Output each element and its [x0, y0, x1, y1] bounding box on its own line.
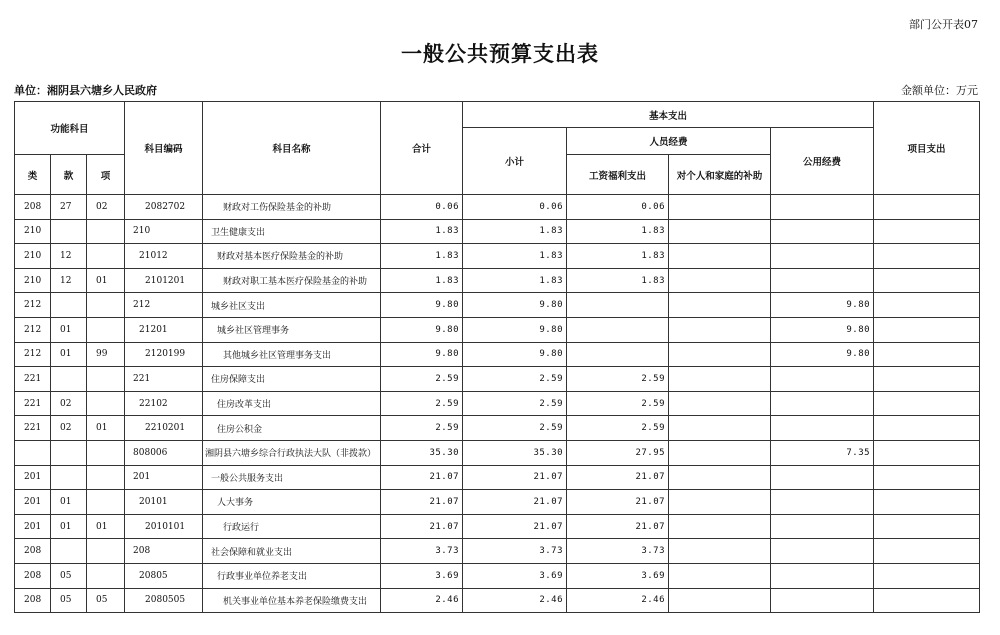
cell-wages: 3.69 — [567, 563, 669, 588]
table-body — [15, 195, 980, 613]
cell-project — [874, 293, 980, 318]
cell-xiang: 01 — [87, 416, 125, 441]
cell-wages — [567, 342, 669, 367]
cell-xiang: 99 — [87, 342, 125, 367]
cell-name: 湘阴县六塘乡综合行政执法大队（非拨款） — [203, 440, 381, 465]
cell-project — [874, 268, 980, 293]
cell-code: 2101201 — [125, 268, 203, 293]
cell-wages: 21.07 — [567, 490, 669, 515]
cell-lei: 221 — [15, 367, 51, 392]
cell-xiang — [87, 465, 125, 490]
cell-subtotal: 0.06 — [463, 195, 567, 220]
cell-public-exp: 9.80 — [771, 317, 874, 342]
cell-project — [874, 539, 980, 564]
cell-family — [669, 465, 771, 490]
cell-public-exp — [771, 514, 874, 539]
cell-xiang — [87, 317, 125, 342]
cell-total: 0.06 — [381, 195, 463, 220]
cell-wages: 0.06 — [567, 195, 669, 220]
cell-kuan — [51, 440, 87, 465]
cell-wages — [567, 293, 669, 318]
cell-family — [669, 317, 771, 342]
cell-name: 住房公积金 — [203, 416, 381, 441]
cell-lei: 208 — [15, 563, 51, 588]
table-row — [15, 244, 980, 269]
cell-code: 20805 — [125, 563, 203, 588]
cell-name: 一般公共服务支出 — [203, 465, 381, 490]
table-row — [15, 367, 980, 392]
cell-subtotal: 2.59 — [463, 367, 567, 392]
cell-code: 21201 — [125, 317, 203, 342]
cell-name: 财政对工伤保险基金的补助 — [203, 195, 381, 220]
cell-public-exp — [771, 219, 874, 244]
cell-kuan: 12 — [51, 244, 87, 269]
cell-xiang — [87, 391, 125, 416]
table-row — [15, 514, 980, 539]
cell-wages: 27.95 — [567, 440, 669, 465]
table-row — [15, 539, 980, 564]
table-row — [15, 317, 980, 342]
cell-code: 210 — [125, 219, 203, 244]
cell-public-exp — [771, 367, 874, 392]
cell-project — [874, 391, 980, 416]
cell-total: 21.07 — [381, 490, 463, 515]
cell-family — [669, 293, 771, 318]
header-func-subject: 功能科目 — [15, 102, 125, 155]
cell-kuan — [51, 293, 87, 318]
cell-public-exp — [771, 244, 874, 269]
cell-xiang — [87, 367, 125, 392]
cell-project — [874, 317, 980, 342]
cell-subtotal: 1.83 — [463, 244, 567, 269]
cell-lei: 208 — [15, 588, 51, 613]
cell-subtotal: 2.46 — [463, 588, 567, 613]
reporting-unit: 单位：湘阴县六塘乡人民政府 — [14, 84, 157, 97]
cell-wages — [567, 317, 669, 342]
cell-project — [874, 563, 980, 588]
cell-lei: 221 — [15, 416, 51, 441]
cell-public-exp: 9.80 — [771, 342, 874, 367]
cell-lei: 201 — [15, 514, 51, 539]
cell-kuan — [51, 465, 87, 490]
header-basic: 基本支出 — [463, 102, 874, 128]
cell-xiang: 02 — [87, 195, 125, 220]
cell-kuan: 05 — [51, 563, 87, 588]
cell-subtotal: 35.30 — [463, 440, 567, 465]
cell-wages: 2.59 — [567, 416, 669, 441]
table-row — [15, 563, 980, 588]
header-xiang: 项 — [87, 155, 125, 195]
cell-name: 城乡社区支出 — [203, 293, 381, 318]
cell-kuan: 05 — [51, 588, 87, 613]
cell-xiang — [87, 219, 125, 244]
cell-public-exp — [771, 539, 874, 564]
cell-family — [669, 219, 771, 244]
cell-name: 住房保障支出 — [203, 367, 381, 392]
table-row — [15, 588, 980, 613]
form-number: 部门公开表07 — [909, 18, 978, 31]
cell-project — [874, 342, 980, 367]
cell-lei: 208 — [15, 195, 51, 220]
cell-public-exp: 7.35 — [771, 440, 874, 465]
header-kuan: 款 — [51, 155, 87, 195]
cell-total: 2.59 — [381, 416, 463, 441]
cell-family — [669, 391, 771, 416]
cell-kuan: 01 — [51, 490, 87, 515]
cell-public-exp — [771, 268, 874, 293]
cell-name: 其他城乡社区管理事务支出 — [203, 342, 381, 367]
cell-family — [669, 268, 771, 293]
cell-total: 21.07 — [381, 514, 463, 539]
cell-code: 212 — [125, 293, 203, 318]
cell-family — [669, 342, 771, 367]
cell-lei: 210 — [15, 268, 51, 293]
cell-wages: 21.07 — [567, 514, 669, 539]
cell-xiang — [87, 563, 125, 588]
cell-code: 21012 — [125, 244, 203, 269]
cell-project — [874, 588, 980, 613]
cell-name: 机关事业单位基本养老保险缴费支出 — [203, 588, 381, 613]
cell-code: 221 — [125, 367, 203, 392]
cell-public-exp — [771, 391, 874, 416]
cell-family — [669, 367, 771, 392]
cell-kuan — [51, 539, 87, 564]
cell-code: 22102 — [125, 391, 203, 416]
cell-total: 9.80 — [381, 317, 463, 342]
cell-project — [874, 219, 980, 244]
cell-lei: 212 — [15, 293, 51, 318]
header-lei: 类 — [15, 155, 51, 195]
cell-project — [874, 440, 980, 465]
cell-name: 行政运行 — [203, 514, 381, 539]
table-row — [15, 342, 980, 367]
cell-total: 3.73 — [381, 539, 463, 564]
table-row — [15, 195, 980, 220]
cell-kuan: 27 — [51, 195, 87, 220]
table-row — [15, 391, 980, 416]
cell-wages: 3.73 — [567, 539, 669, 564]
cell-project — [874, 244, 980, 269]
cell-subtotal: 21.07 — [463, 490, 567, 515]
cell-code: 2080505 — [125, 588, 203, 613]
cell-xiang — [87, 244, 125, 269]
cell-xiang — [87, 539, 125, 564]
cell-public-exp — [771, 195, 874, 220]
cell-project — [874, 195, 980, 220]
cell-code: 20101 — [125, 490, 203, 515]
header-code: 科目编码 — [125, 102, 203, 195]
cell-family — [669, 440, 771, 465]
header-total: 合计 — [381, 102, 463, 195]
header-family: 对个人和家庭的补助 — [669, 155, 771, 195]
cell-project — [874, 514, 980, 539]
header-wages: 工资福利支出 — [567, 155, 669, 195]
cell-lei: 221 — [15, 391, 51, 416]
cell-lei: 210 — [15, 219, 51, 244]
cell-subtotal: 1.83 — [463, 268, 567, 293]
cell-family — [669, 539, 771, 564]
cell-subtotal: 9.80 — [463, 317, 567, 342]
cell-family — [669, 195, 771, 220]
table-header — [15, 102, 980, 195]
cell-name: 行政事业单位养老支出 — [203, 563, 381, 588]
table-row — [15, 416, 980, 441]
cell-wages: 2.59 — [567, 367, 669, 392]
cell-xiang: 05 — [87, 588, 125, 613]
cell-code: 208 — [125, 539, 203, 564]
cell-total: 2.59 — [381, 367, 463, 392]
cell-project — [874, 416, 980, 441]
cell-subtotal: 9.80 — [463, 342, 567, 367]
cell-subtotal: 2.59 — [463, 391, 567, 416]
cell-project — [874, 367, 980, 392]
cell-wages: 1.83 — [567, 244, 669, 269]
cell-public-exp — [771, 563, 874, 588]
page-title: 一般公共预算支出表 — [401, 41, 599, 66]
table-row — [15, 440, 980, 465]
header-personnel: 人员经费 — [567, 128, 771, 155]
cell-xiang: 01 — [87, 514, 125, 539]
header-name: 科目名称 — [203, 102, 381, 195]
cell-total: 2.59 — [381, 391, 463, 416]
cell-public-exp — [771, 490, 874, 515]
cell-kuan: 01 — [51, 317, 87, 342]
cell-code: 2210201 — [125, 416, 203, 441]
cell-subtotal: 1.83 — [463, 219, 567, 244]
budget-table — [14, 101, 980, 613]
cell-xiang — [87, 490, 125, 515]
cell-total: 2.46 — [381, 588, 463, 613]
cell-code: 201 — [125, 465, 203, 490]
cell-kuan: 02 — [51, 416, 87, 441]
cell-wages: 2.59 — [567, 391, 669, 416]
cell-kuan: 12 — [51, 268, 87, 293]
cell-wages: 21.07 — [567, 465, 669, 490]
cell-family — [669, 514, 771, 539]
table-row — [15, 490, 980, 515]
cell-kuan: 01 — [51, 342, 87, 367]
cell-lei: 212 — [15, 317, 51, 342]
cell-subtotal: 2.59 — [463, 416, 567, 441]
cell-total: 21.07 — [381, 465, 463, 490]
cell-public-exp — [771, 416, 874, 441]
cell-subtotal: 3.73 — [463, 539, 567, 564]
cell-name: 卫生健康支出 — [203, 219, 381, 244]
cell-lei: 208 — [15, 539, 51, 564]
cell-public-exp: 9.80 — [771, 293, 874, 318]
cell-family — [669, 588, 771, 613]
cell-family — [669, 563, 771, 588]
cell-wages: 1.83 — [567, 268, 669, 293]
cell-public-exp — [771, 588, 874, 613]
cell-wages: 2.46 — [567, 588, 669, 613]
header-subtotal: 小计 — [463, 128, 567, 195]
cell-code: 808006 — [125, 440, 203, 465]
cell-kuan: 01 — [51, 514, 87, 539]
cell-kuan — [51, 219, 87, 244]
cell-family — [669, 416, 771, 441]
cell-lei: 201 — [15, 465, 51, 490]
cell-name: 社会保障和就业支出 — [203, 539, 381, 564]
cell-name: 住房改革支出 — [203, 391, 381, 416]
cell-lei — [15, 440, 51, 465]
cell-name: 城乡社区管理事务 — [203, 317, 381, 342]
cell-lei: 212 — [15, 342, 51, 367]
amount-unit: 金额单位：万元 — [901, 84, 978, 97]
cell-family — [669, 244, 771, 269]
header-public-exp: 公用经费 — [771, 128, 874, 195]
cell-code: 2010101 — [125, 514, 203, 539]
cell-subtotal: 3.69 — [463, 563, 567, 588]
cell-code: 2082702 — [125, 195, 203, 220]
cell-total: 35.30 — [381, 440, 463, 465]
cell-lei: 210 — [15, 244, 51, 269]
cell-kuan: 02 — [51, 391, 87, 416]
table-row — [15, 219, 980, 244]
cell-xiang: 01 — [87, 268, 125, 293]
cell-xiang — [87, 293, 125, 318]
cell-total: 1.83 — [381, 244, 463, 269]
cell-name: 财政对职工基本医疗保险基金的补助 — [203, 268, 381, 293]
table-row — [15, 268, 980, 293]
cell-project — [874, 490, 980, 515]
cell-family — [669, 490, 771, 515]
cell-subtotal: 21.07 — [463, 514, 567, 539]
cell-project — [874, 465, 980, 490]
cell-kuan — [51, 367, 87, 392]
cell-name: 财政对基本医疗保险基金的补助 — [203, 244, 381, 269]
cell-xiang — [87, 440, 125, 465]
table-row — [15, 465, 980, 490]
cell-total: 1.83 — [381, 219, 463, 244]
cell-code: 2120199 — [125, 342, 203, 367]
cell-total: 9.80 — [381, 293, 463, 318]
header-project: 项目支出 — [874, 102, 980, 195]
cell-total: 3.69 — [381, 563, 463, 588]
cell-total: 1.83 — [381, 268, 463, 293]
table-row — [15, 293, 980, 318]
cell-name: 人大事务 — [203, 490, 381, 515]
cell-subtotal: 9.80 — [463, 293, 567, 318]
cell-wages: 1.83 — [567, 219, 669, 244]
cell-lei: 201 — [15, 490, 51, 515]
cell-total: 9.80 — [381, 342, 463, 367]
cell-subtotal: 21.07 — [463, 465, 567, 490]
cell-public-exp — [771, 465, 874, 490]
